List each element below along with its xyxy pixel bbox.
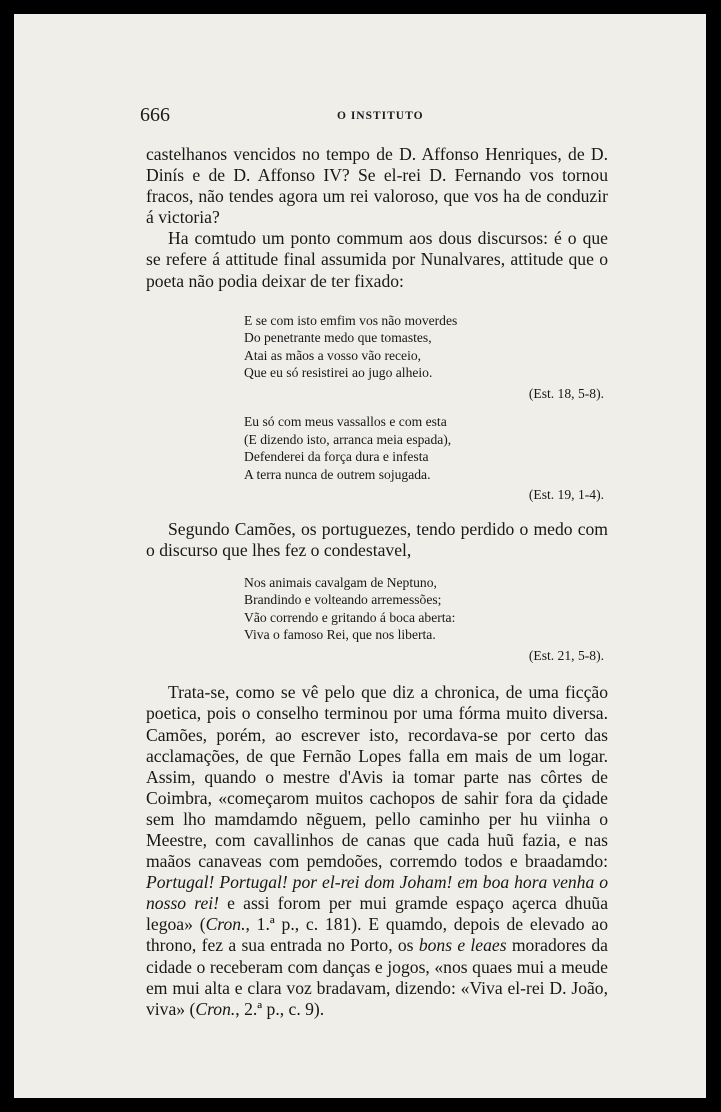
- paragraph-4-text: e assi forom per mui gramde espaço açerca dhuũa legoa» (: [146, 893, 609, 935]
- paragraph-3: Segundo Camões, os portuguezes, tendo perdido o medo com o discurso que lhes fez o condestavel,: [146, 518, 608, 560]
- acclamation-quote: Portugal! Portugal! por el-rei dom Joham! em boa hora venha o nosso rei!: [146, 872, 608, 914]
- verse-reference-3: (Est. 21, 5-8).: [528, 647, 604, 663]
- verse-line: E se com isto emfim vos não moverdes: [244, 312, 458, 328]
- page-body: [146, 144, 608, 1020]
- verse-line: Brandindo e volteando arremessões;: [244, 592, 442, 608]
- verse-line: Vão correndo e gritando á boca aberta:: [244, 609, 456, 625]
- verse-line: (E dizendo isto, arranca meia espada),: [244, 431, 452, 447]
- verse-quote-3: [244, 574, 608, 644]
- book-page: [14, 14, 706, 1098]
- verse-quote-2: [244, 413, 608, 483]
- verse-line: Atai as mãos a vosso vão receio,: [244, 347, 422, 363]
- verse-line: Viva o famoso Rei, que nos liberta.: [244, 627, 436, 643]
- emphasis-phrase: bons e leaes: [418, 935, 507, 956]
- verse-quote-1: [244, 312, 608, 382]
- citation-title: Cron.: [205, 914, 246, 935]
- paragraph-4: [146, 682, 608, 1020]
- verse-line: Defenderei da força dura e infesta: [244, 449, 429, 465]
- paragraph-4-text: , 2.ª p., c. 9).: [235, 998, 325, 1019]
- verse-line: Que eu só resistirei ao jugo alheio.: [244, 365, 433, 381]
- paragraph-4-text: , 1.ª p., c. 181). E quamdo, depois de elevado ao throno, fez a sua entrada no Porto, os: [146, 914, 609, 956]
- verse-line: Nos animais cavalgam de Neptuno,: [244, 574, 437, 590]
- paragraph-4-text: moradores da cidade o receberam com danças e jogos, «nos quaes mui a meude em mui alta e clara voz bradavam, dizendo: «Viva el-rei D. João, viva» (: [146, 935, 608, 1019]
- verse-reference-1: (Est. 18, 5-8).: [528, 385, 604, 401]
- paragraph-4-text: Trata-se, como se vê pelo que diz a chronica, de uma ficção poetica, pois o conselho terminou por uma fórma muito diversa. Camões, porém, ao escrever isto, recordava-se por certo das acclamações, de que Fernão Lopes falla em mais de um logar. Assim, quando o mestre d'Avis ia tomar parte nas côrtes de Coimbra, «começarom muitos cachopos de sahir fora da çidade sem lho mamdamdo nẽguem, pello caminho per hu viinha o Meestre, com cavallinhos de canas que cada huũ fazia, e nas maãos canaveas com pemdoões, corremdo todos e braadamdo:: [146, 682, 608, 872]
- verse-line: Eu só com meus vassallos e com esta: [244, 414, 447, 430]
- page-number: 666: [140, 104, 170, 126]
- paragraph-1: castelhanos vencidos no tempo de D. Affonso Henriques, de D. Dinís e de D. Affonso IV? Se el-rei D. Fernando vos tornou fracos, não tendes agora um rei valoroso, que vos ha de conduzir á victoria?: [146, 144, 608, 228]
- citation-title: Cron.: [195, 998, 236, 1019]
- verse-line: A terra nunca de outrem sojugada.: [244, 466, 431, 482]
- paragraph-2: Ha comtudo um ponto commum aos dous discursos: é o que se refere á attitude final assumida por Nunalvares, attitude que o poeta não podia deixar de ter fixado:: [146, 228, 608, 291]
- running-title: O INSTITUTO: [337, 110, 424, 122]
- verse-line: Do penetrante medo que tomastes,: [244, 330, 432, 346]
- verse-reference-2: (Est. 19, 1-4).: [528, 487, 604, 503]
- page-header: [140, 104, 600, 134]
